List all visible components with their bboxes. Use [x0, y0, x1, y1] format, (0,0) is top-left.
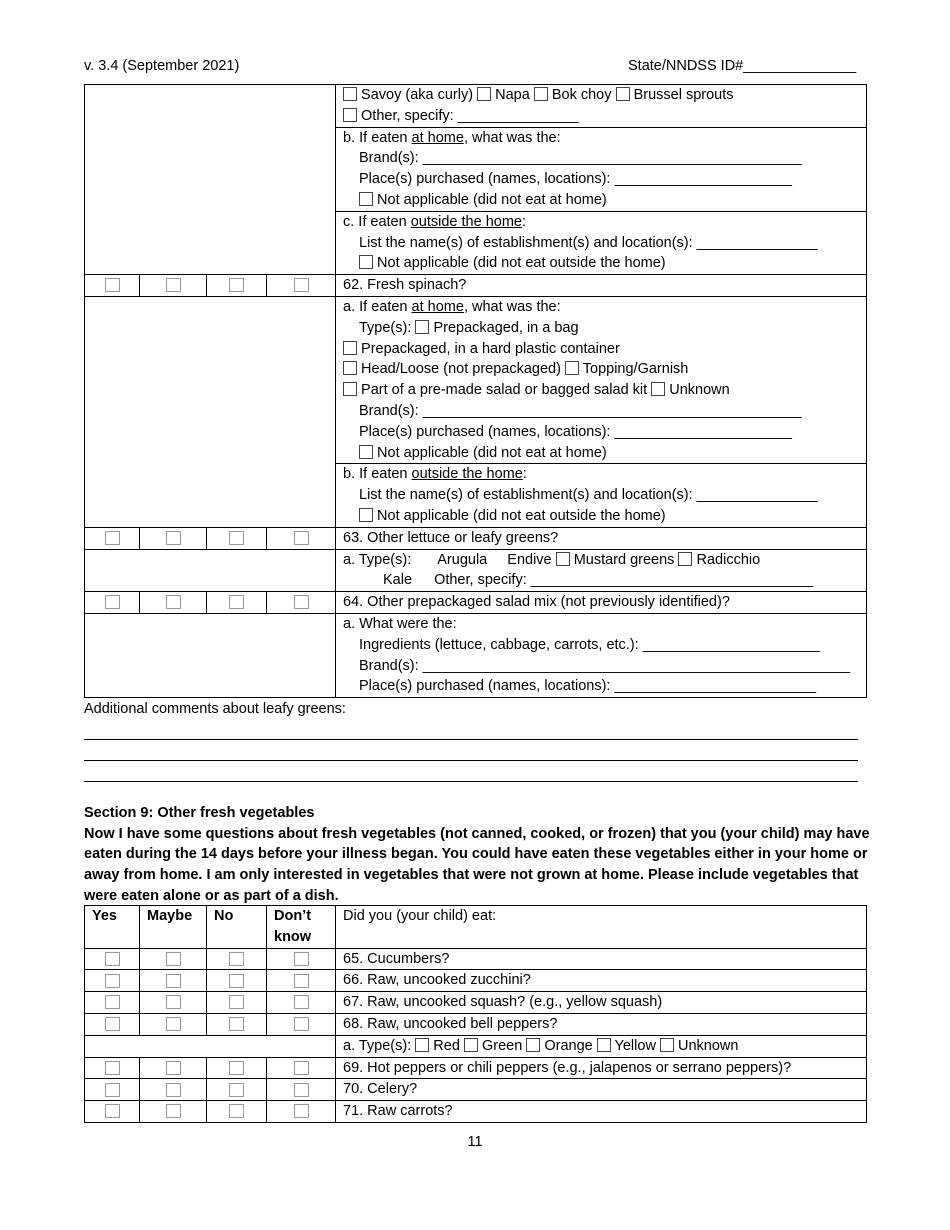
q62-yes-checkbox[interactable] — [105, 278, 120, 292]
q62b-row: b. If eaten outside the home: List the name(s) of establishment(s) and location(s): _______________ Not applicable (did not eat outside the home) — [85, 464, 867, 527]
q71-question: 71. Raw carrots? — [336, 1101, 867, 1123]
q67-yes-checkbox[interactable] — [105, 995, 120, 1009]
spinach-bag-checkbox[interactable] — [415, 320, 429, 334]
savoy-label: Savoy (aka curly) — [361, 87, 474, 103]
page-number: 11 — [467, 1134, 483, 1150]
vegetables-table — [84, 905, 867, 1123]
salad-mix-place-field[interactable]: Place(s) purchased (names, locations): _________________________ — [359, 678, 817, 695]
header-row — [85, 906, 867, 949]
arugula-label[interactable]: Arugula — [437, 551, 488, 568]
q63-dontknow-checkbox[interactable] — [294, 531, 309, 545]
cabbage-outside-row: c. If eaten outside the home: List the name(s) of establishment(s) and location(s): _______________ Not applicable (did not eat outside the home) — [85, 211, 867, 274]
pepper-yellow-checkbox[interactable] — [597, 1038, 611, 1052]
savoy-checkbox[interactable] — [343, 87, 357, 101]
q68-yes-checkbox[interactable] — [105, 1017, 120, 1031]
q63-no-checkbox[interactable] — [229, 531, 244, 545]
state-nndss-id: State/NNDSS ID#______________ — [628, 58, 857, 74]
salad-mix-ingredients-field[interactable]: Ingredients (lettuce, cabbage, carrots, etc.): ______________________ — [359, 636, 821, 653]
section-9-title: Section 9: Other fresh vegetables — [84, 805, 315, 821]
q64a-row: a. What were the: Ingredients (lettuce, cabbage, carrots, etc.): ______________________ Brand(s): _____________________________________________________ Place(s) purchased (names, locations): _________________________ — [85, 613, 867, 697]
q62-dontknow-checkbox[interactable] — [294, 278, 309, 292]
spinach-na-outside-checkbox[interactable] — [359, 508, 373, 522]
pepper-unknown-checkbox[interactable] — [660, 1038, 674, 1052]
q70-dontknow-checkbox[interactable] — [294, 1083, 309, 1097]
q70-maybe-checkbox[interactable] — [166, 1083, 181, 1097]
cabbage-establishment-field[interactable]: List the name(s) of establishment(s) and location(s): _______________ — [359, 234, 818, 251]
q70-yes-checkbox[interactable] — [105, 1083, 120, 1097]
q67-maybe-checkbox[interactable] — [166, 995, 181, 1009]
q64-yes-checkbox[interactable] — [105, 595, 120, 609]
q66-yes-checkbox[interactable] — [105, 974, 120, 988]
q62-row — [85, 275, 867, 297]
cabbage-other-checkbox[interactable] — [343, 108, 357, 122]
brussel-sprouts-label: Brussel sprouts — [633, 87, 734, 103]
spinach-salad-kit-checkbox[interactable] — [343, 382, 357, 396]
q67-row — [85, 992, 867, 1014]
comment-line[interactable] — [84, 761, 858, 782]
comment-line[interactable] — [84, 740, 858, 761]
q68-question: 68. Raw, uncooked bell peppers? — [336, 1013, 867, 1035]
q66-dontknow-checkbox[interactable] — [294, 974, 309, 988]
radicchio-checkbox[interactable] — [678, 552, 692, 566]
pepper-red-checkbox[interactable] — [415, 1038, 429, 1052]
q64-no-checkbox[interactable] — [229, 595, 244, 609]
cabbage-home-row: b. If eaten at home, what was the: Brand(s): _______________________________________________ Place(s) purchased (names, locations): ______________________ Not applicable (did not eat at home) — [85, 127, 867, 211]
q66-question: 66. Raw, uncooked zucchini? — [336, 970, 867, 992]
q66-maybe-checkbox[interactable] — [166, 974, 181, 988]
pepper-orange-checkbox[interactable] — [526, 1038, 540, 1052]
napa-label: Napa — [495, 87, 530, 103]
q66-no-checkbox[interactable] — [229, 974, 244, 988]
q65-row — [85, 948, 867, 970]
mustard-greens-checkbox[interactable] — [556, 552, 570, 566]
q69-dontknow-checkbox[interactable] — [294, 1061, 309, 1075]
q69-yes-checkbox[interactable] — [105, 1061, 120, 1075]
q62-no-checkbox[interactable] — [229, 278, 244, 292]
brussel-sprouts-checkbox[interactable] — [616, 87, 630, 101]
cabbage-place-field[interactable]: Place(s) purchased (names, locations): ______________________ — [359, 171, 792, 188]
col-no: No — [207, 906, 267, 949]
section-9-intro: Now I have some questions about fresh vegetables (not canned, cooked, or frozen) that you (your child) may have eaten during the 14 days before your illness began. You could have eaten these vegetables either in your home or away from home. I am only interested in vegetables that were not grown at home. Please include vegetables that were eaten alone or as part of a dish. — [84, 825, 870, 904]
q69-row — [85, 1057, 867, 1079]
section-9-header — [84, 803, 874, 907]
q71-dontknow-checkbox[interactable] — [294, 1104, 309, 1118]
kale-label[interactable]: Kale — [383, 572, 413, 589]
q65-question: 65. Cucumbers? — [336, 948, 867, 970]
q70-no-checkbox[interactable] — [229, 1083, 244, 1097]
bok-choy-checkbox[interactable] — [534, 87, 548, 101]
leafy-greens-table — [84, 84, 867, 698]
q65-dontknow-checkbox[interactable] — [294, 952, 309, 966]
cabbage-brand-field[interactable]: Brand(s): _______________________________________________ — [359, 150, 802, 167]
q65-no-checkbox[interactable] — [229, 952, 244, 966]
q69-maybe-checkbox[interactable] — [166, 1061, 181, 1075]
spinach-place-field[interactable]: Place(s) purchased (names, locations): ______________________ — [359, 423, 792, 440]
endive-label[interactable]: Endive — [507, 551, 552, 568]
q64-row — [85, 592, 867, 614]
cabbage-types-row — [85, 85, 867, 128]
version-label: v. 3.4 (September 2021) — [84, 58, 240, 74]
q68-row — [85, 1013, 867, 1035]
q65-maybe-checkbox[interactable] — [166, 952, 181, 966]
q64-question: 64. Other prepackaged salad mix (not previously identified)? — [336, 592, 867, 614]
q63-other-field[interactable]: Other, specify: ___________________________________ — [434, 572, 814, 589]
spinach-head-loose-checkbox[interactable] — [343, 361, 357, 375]
q66-row — [85, 970, 867, 992]
spinach-unknown-checkbox[interactable] — [651, 382, 665, 396]
q69-question: 69. Hot peppers or chili peppers (e.g., jalapenos or serrano peppers)? — [336, 1057, 867, 1079]
col-yes: Yes — [85, 906, 140, 949]
q68-no-checkbox[interactable] — [229, 1017, 244, 1031]
salad-mix-brand-field[interactable]: Brand(s): _____________________________________________________ — [359, 657, 851, 674]
col-question: Did you (your child) eat: — [336, 906, 867, 949]
cabbage-na-home-checkbox[interactable] — [359, 192, 373, 206]
q71-yes-checkbox[interactable] — [105, 1104, 120, 1118]
q62-maybe-checkbox[interactable] — [166, 278, 181, 292]
q63a-row: a. Type(s): Arugula Endive Mustard greens Radicchio Kale Other, specify: ___________________________________ — [85, 549, 867, 592]
comments-label: Additional comments about leafy greens: — [84, 701, 346, 717]
q69-no-checkbox[interactable] — [229, 1061, 244, 1075]
spinach-establishment-field[interactable]: List the name(s) of establishment(s) and location(s): _______________ — [359, 487, 818, 504]
q67-question: 67. Raw, uncooked squash? (e.g., yellow squash) — [336, 992, 867, 1014]
q64-dontknow-checkbox[interactable] — [294, 595, 309, 609]
spinach-brand-field[interactable]: Brand(s): _______________________________________________ — [359, 402, 802, 419]
spinach-na-home-checkbox[interactable] — [359, 445, 373, 459]
q71-row — [85, 1101, 867, 1123]
pepper-green-checkbox[interactable] — [464, 1038, 478, 1052]
q70-question: 70. Celery? — [336, 1079, 867, 1101]
q70-row — [85, 1079, 867, 1101]
q68-dontknow-checkbox[interactable] — [294, 1017, 309, 1031]
q64-maybe-checkbox[interactable] — [166, 595, 181, 609]
q68-maybe-checkbox[interactable] — [166, 1017, 181, 1031]
q67-no-checkbox[interactable] — [229, 995, 244, 1009]
bok-choy-label: Bok choy — [551, 87, 612, 103]
q65-yes-checkbox[interactable] — [105, 952, 120, 966]
q71-maybe-checkbox[interactable] — [166, 1104, 181, 1118]
q68a-row: a. Type(s): Red Green Orange Yellow Unknown — [85, 1035, 867, 1057]
leafy-greens-comments — [84, 699, 858, 782]
col-dont-know: Don’t know — [267, 906, 336, 949]
comment-line[interactable] — [84, 720, 858, 741]
napa-checkbox[interactable] — [477, 87, 491, 101]
q71-no-checkbox[interactable] — [229, 1104, 244, 1118]
col-maybe: Maybe — [140, 906, 207, 949]
q63-row — [85, 527, 867, 549]
cabbage-other-field[interactable]: Other, specify: _______________ — [361, 107, 579, 124]
q62-question: 62. Fresh spinach? — [336, 275, 867, 297]
spinach-hard-container-checkbox[interactable] — [343, 341, 357, 355]
q63-maybe-checkbox[interactable] — [166, 531, 181, 545]
q63-yes-checkbox[interactable] — [105, 531, 120, 545]
spinach-topping-checkbox[interactable] — [565, 361, 579, 375]
q62a-row: a. If eaten at home, what was the: Type(s): Prepackaged, in a bag Prepackaged, in a hard plastic container Head/Loose (not prepackaged) Topping/Garnish Part of a pre-made salad or bagged salad kit Unknown Brand(s): _______________________________________________ Place(s) purchased (names, locations): ______________________ Not applicable (did not eat at home) — [85, 296, 867, 463]
q63-question: 63. Other lettuce or leafy greens? — [336, 527, 867, 549]
q67-dontknow-checkbox[interactable] — [294, 995, 309, 1009]
cabbage-na-outside-checkbox[interactable] — [359, 255, 373, 269]
